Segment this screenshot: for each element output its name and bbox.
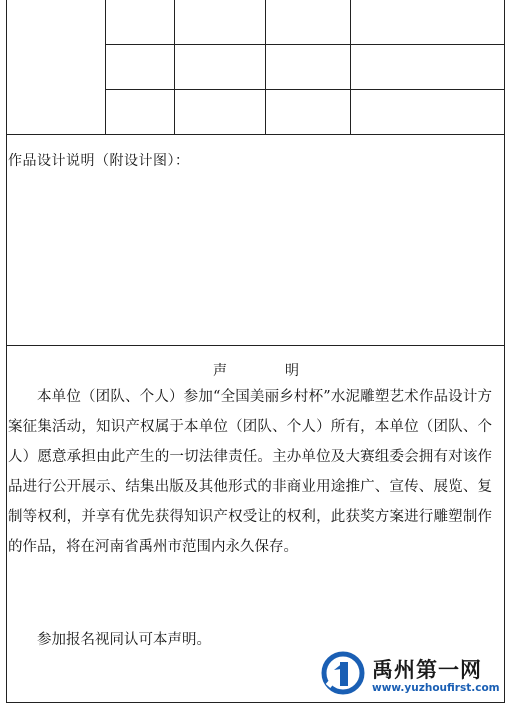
declaration-body	[8, 382, 492, 562]
watermark-url: www.yuzhoufirst.com	[372, 682, 500, 694]
table-row-line	[105, 44, 505, 45]
declaration-note: 参加报名视同认可本声明。	[37, 632, 211, 648]
watermark-name: 禹州第一网	[372, 658, 482, 682]
section-divider	[6, 134, 505, 135]
table-row-line	[105, 89, 505, 90]
table-divider	[105, 0, 106, 134]
declaration-title	[213, 360, 299, 380]
table-divider	[350, 0, 351, 134]
declaration-title-left: 声	[213, 363, 227, 379]
table-divider	[265, 0, 266, 134]
declaration-title-right: 明	[285, 363, 299, 379]
form-frame	[6, 0, 505, 703]
table-divider	[174, 0, 175, 134]
yuzhou-logo-icon	[320, 650, 366, 696]
section-divider	[6, 345, 505, 346]
declaration-text: 本单位（团队、个人）参加“全国美丽乡村杯”水泥雕塑艺术作品设计方案征集活动，知识产权属于本单位（团队、个人）所有，本单位（团队、个人）愿意承担由此产生的一切法律责任。主办单位及大赛组委会拥有对该作品进行公开展示、结集出版及其他形式的非商业用途推广、宣传、展览、复制等权利，并享有优先获得知识产权受让的权利，此获奖方案进行雕塑制作的作品，将在河南省禹州市范围内永久保存。	[8, 389, 492, 555]
design-description-label: 作品设计说明（附设计图）：	[8, 153, 190, 169]
watermark-logo	[320, 650, 500, 700]
